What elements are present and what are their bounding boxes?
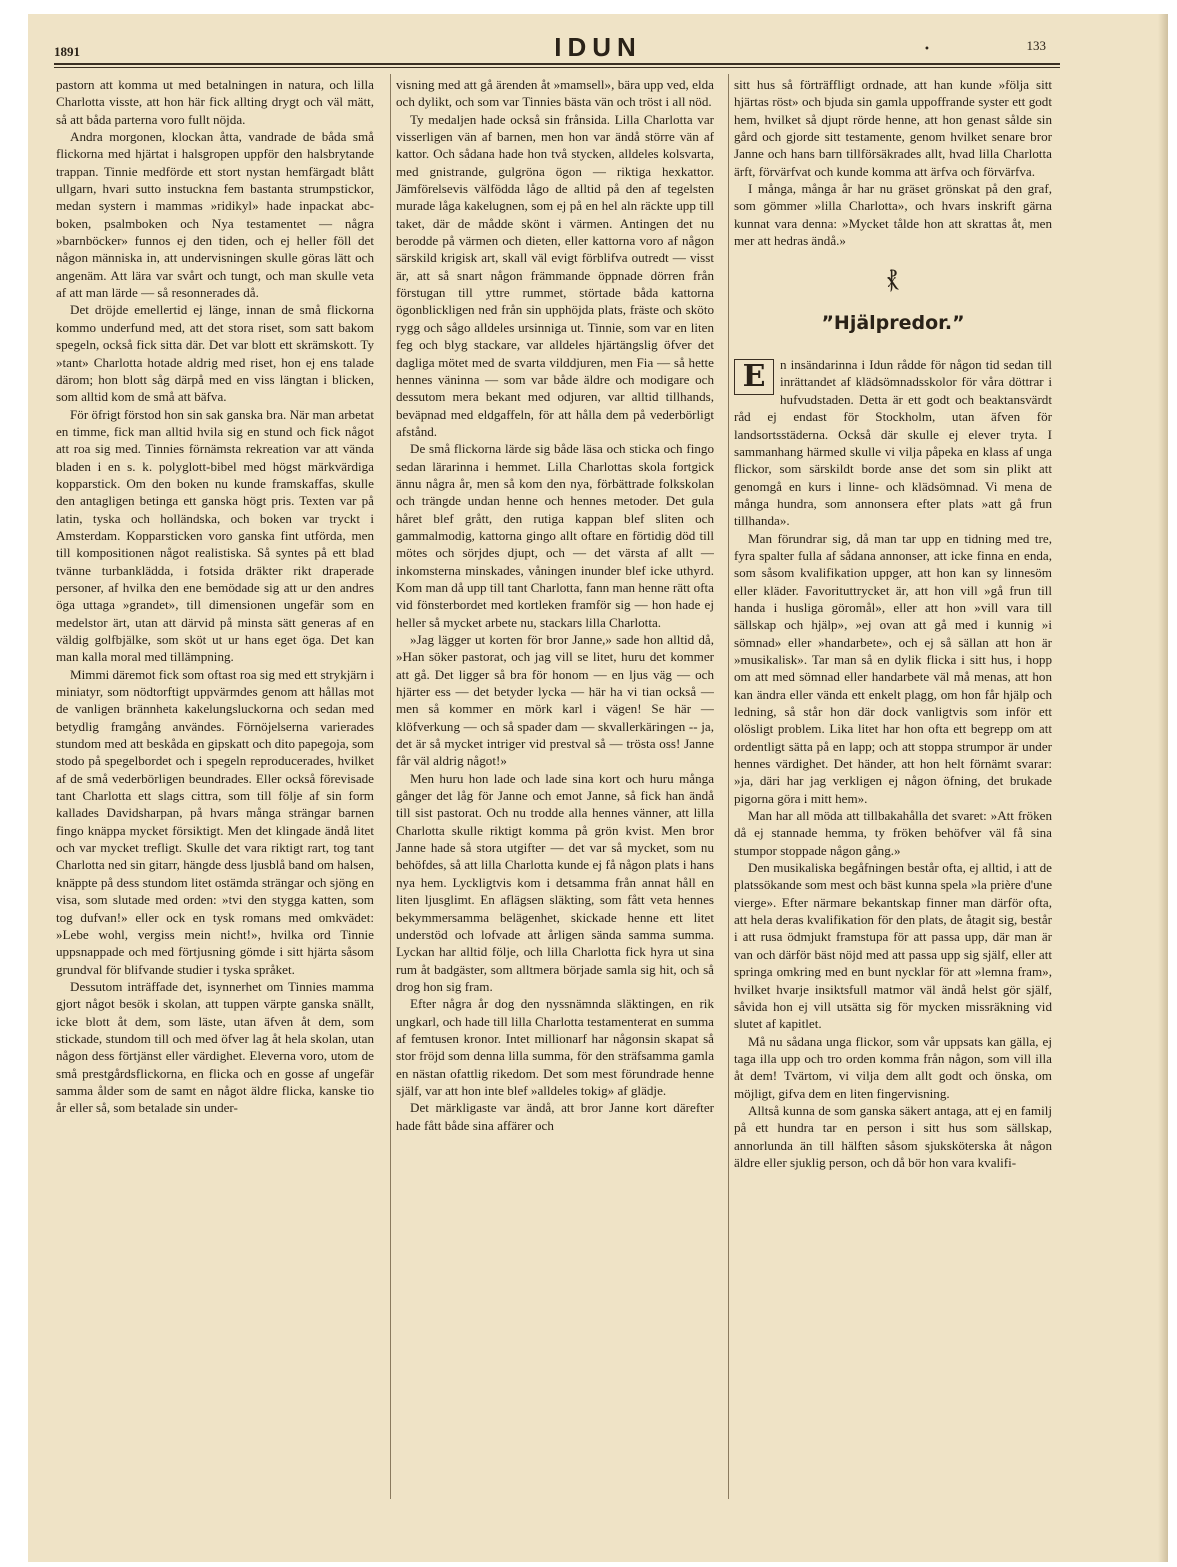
header-rule-thin bbox=[54, 67, 1060, 68]
drop-cap: E bbox=[734, 359, 774, 395]
paragraph: sitt hus så förträffligt ordnade, att han kunde »följa sitt hjärtas röst» och bjuda sin gamla uppoffrande syster ett godt hem, hvilket så djupt rörde henne, att hon genast sålde sin gård och gjorde sitt testamente, genom hvilket senare bror Janne och hans barn tillförsäkrades allt, hvad lilla Charlotta ärft, förvärfvat och kunde komma att ärfva och förvärfva. bbox=[734, 77, 1052, 179]
paragraph: Den musikaliska begåfningen består ofta, ej alltid, i att de platssökande som mest och bäst kunna spela »la prière d'une vierge». Efter närmare bekantskap finner man därför ofta, att hela deras kvalifikation för den plats, de åtagit sig, består i att rusa ödmjukt framstupa för att passa upp, där man är van och därför bäst nöjd med att passa upp sig själf, eller att springa omkring med en bunt nycklar för att »lemna fram», hvilket hvarje insiktsfull matmor väl ändå helst gör själf, såvida hon ej vill utsätta sig för mycken missräkning vid slutet af kapitlet. bbox=[734, 860, 1052, 1032]
newspaper-page bbox=[28, 14, 1168, 1562]
paragraph: Må nu sådana unga flickor, som vår uppsats kan gälla, ej taga illa upp och tro orden komma från någon, som vill illa åt dem! Tvärtom, vi vilja dem allt godt och önska, om möjligt, gifva dem en liten fingervisning. bbox=[734, 1033, 1052, 1101]
column-divider bbox=[390, 74, 391, 1499]
paragraph: »Jag lägger ut korten för bror Janne,» sade hon alltid då, »Han söker pastorat, och jag vill se litet, huru det kommer att gå. Det ligger så bra för honom — en ljus väg — och hjärter ess — det betyder lycka — här ha vi tian också — men så kommer en mörk karl i vägen! Se här — klöfverkung — och så spader dam — skvallerkäringen -- ja, det är så mycket intriger vid prestval så — trösta oss! Janne får väl aldrig något!» bbox=[396, 632, 714, 769]
paragraph: visning med att gå ärenden åt »mamsell», bära upp ved, elda och dylikt, och som var Tinnies bästa vän och tröst i all nöd. bbox=[396, 77, 714, 110]
paragraph: Det märkligaste var ändå, att bror Janne kort därefter hade fått både sina affärer och bbox=[396, 1100, 714, 1133]
header-year: 1891 bbox=[54, 44, 80, 59]
paragraph bbox=[734, 356, 1052, 529]
column-divider bbox=[728, 74, 729, 1499]
paragraph: Mimmi däremot fick som oftast roa sig med ett strykjärn i miniatyr, som nödtorftigt uppvärmdes genom att hållas mot de vanligen brännheta kakelungsluckorna och sedan med betydlig framgång användes. Förnöjelserna varierades stundom med att beskåda en gipskatt och dito papegoja, som stodo på spegelbordet och i spegeln reproducerades, hvilket af de små vederbörligen beundrades. Eller också förevisade tant Charlotta ett slags cittra, som till följe af sin form kallades Davidsharpan, på hvars många strängar barnen fingo knäppa mycket försiktigt. Men det klingade ändå litet och var mycket trefligt. Skulle det vara riktigt rart, tog tant Charlotta ned sin gitarr, hängde dess ljusblå band om halsen, knäppte på dess stundom litet ostämda strängar och sjöng en visa, som slutade med orden: »tvi den stygga katten, som tog dufvan!» eller ock en tysk romans med omkvädet: »Lebe wohl, vergiss mein nicht!», hvilka ord Tinnie uppsnappade och med förtjusning gömde i sitt hjärta såsom grundval för blifvande studier i tyska språket. bbox=[56, 666, 374, 977]
header-bullet: • bbox=[924, 44, 930, 55]
paragraph-text: n insändarinna i Idun rådde för någon tid sedan till inrättandet af klädsömnadsskolor för våra döttrar i hufvudstaden. Detta är ett godt och beaktansvärdt råd ej endast för Stockholm, utan äfven för landsortsstäderna. Också där skulle ej elever tryta. I sammanhang härmed skulle vi vilja påpeka en klass af unga flickor, som särskildt borde anse det som sin plikt att genomgå en kurs i linne- och klädsömnad. Vi mena de många hundra, som annonsera efter plats »att gå frun tillhanda». bbox=[734, 357, 1052, 529]
paragraph: I många, många år har nu gräset grönskat på den graf, som gömmer »lilla Charlotta», och hvars inskrift gärna kunnat vara denna: »Mycket tålde hon att skrattas åt, men mer att hedras ändå.» bbox=[734, 181, 1052, 249]
paragraph: De små flickorna lärde sig både läsa och sticka och fingo sedan lärarinna i hemmet. Lilla Charlottas skola fortgick ännu några år, men så kom den nya, förbättrade folkskolan och trängde undan henne och hennes metoder. Det gula håret blef grått, den rutiga kappan blef sliten och gammalmodig, kattorna gingo allt oftare en förtidig död till mötes och sörjdes djupt, och — det värsta af allt — inkomsterna minskades, våningen inunder blef icke uthyrd. Kom man då upp till tant Charlotta, fann man henne rätt ofta vid fönsterbordet med kortleken framför sig — hon hade ej heller så mycket arbete nu, stackars lilla Charlotta. bbox=[396, 441, 714, 630]
paragraph: Ty medaljen hade också sin frånsida. Lilla Charlotta var visserligen vän af barnen, men hon var ändå större vän af kattor. Och sådana hade hon två stycken, alldeles kolsvarta, med gnistrande, gulgröna ögon — riktiga hexkattor. Jämförelsevis välfödda lågo de alltid på den af tegelsten murade låga kakelugnen, som ej på en hel aln räckte upp till taket, där de mådde skönt i värmen. Antingen det nu berodde på värmen och dieten, eller kattorna voro af någon särskild krigisk art, skall väl evigt förblifva outredt — visst är, att så snart någon främmande öppnade dörren från förstugan till yttre rummet, störtade båda kattorna ögonblickligen ned från sin upphöjda plats, fräste och sköto rygg och sågo alldeles ursinniga ut. Tinnie, som var en liten feg och blyg stackare, var alldeles hjärtängslig öfver det dagliga mötet med de svarta vilddjuren, men Fia — så hette hennes väninna — som var både äldre och modigare och dessutom mera bekant med odjuren, var alltid tillhands, beväpnad med eldgaffeln, för att hålla dem på vederbörligt afstånd. bbox=[396, 111, 714, 439]
paragraph: Efter några år dog den nyssnämnda släktingen, en rik ungkarl, och hade till lilla Charlotta testamenterat en summa af femtusen kronor. Intet millionarf har någonsin skapat så stor fröjd som denna lilla summa, för den sträfsamma gamla en nästan ofattlig rikedom. Det som mest förundrade henne själf, var att hon inte blef »alldeles tokig» af glädje. bbox=[396, 996, 714, 1098]
paragraph: Andra morgonen, klockan åtta, vandrade de båda små flickorna med hjärtat i halsgropen uppför den halsbrytande trappan. Tinnie medförde ett stort nystan hemfärgadt blått ullgarn, hvari sutto instuckna fem bastanta strumpstickor, medan systern i mammas »ridikyl» hade inpackat abc-boken, psalmboken och Nya testamentet — några »barnböcker» funnos ej den tiden, och ej heller föll det någon människa in, att undervisningen skulle göras lätt och angenäm. Att lära var svårt och tungt, och man skulle veta af att man lärde — så resonnerades då. bbox=[56, 129, 374, 301]
page-edge bbox=[1158, 14, 1168, 1562]
paragraph: Alltså kunna de som ganska säkert antaga, att ej en familj på ett hundra tar en person i sitt hus som sällskap, annorlunda än till hälften såsom sjuksköterska åt någon äldre eller sjuklig person, och då bör hon vara kvalifi- bbox=[734, 1102, 1052, 1170]
column-3 bbox=[734, 76, 1052, 1501]
ornament-divider: ⳩ bbox=[886, 267, 900, 293]
masthead-title: IDUN bbox=[554, 32, 642, 62]
paragraph: Man förundrar sig, då man tar upp en tidning med tre, fyra spalter fulla af sådana annonser, att icke finna en enda, som såsom kvalifikation uppger, att hon kan sy linnesöm eller kläder. Favorituttrycket är, att hon vill »gå frun till handa i husliga göromål», eller att hon »vill vara till sällskap och hjälp», »ej ovan att gå med i kunnig »i sömnad» eller »handarbete», och ej så sällan att hon är »musikalisk». Tar man så en dylik flicka i sitt hus, i hopp om att med sömnad eller handarbete väl må menas, att hon kan ändra eller vända ett enkelt plagg, om hon får hjälp och ledning, så står hon där dock vanligtvis som inför ett olösligt problem. Lika litet har hon ofta ett begrepp om att ordentligt sätta på en lapp; och att stoppa strumpor är under hennes värdighet. Det händer, att hon helt förnämt svarar: »ja, däri har jag verkligen ej någon öfning, det brukade pigorna göra i mitt hem». bbox=[734, 530, 1052, 806]
column-2 bbox=[396, 76, 714, 1501]
header-rule-thick bbox=[54, 63, 1060, 65]
paragraph: Man har all möda att tillbakahålla det svaret: »Att fröken då ej stannade hemma, ty fröken behöfver väl få sina stumpor stoppade någon gång.» bbox=[734, 808, 1052, 858]
page-number: 133 bbox=[1026, 38, 1046, 53]
paragraph: Det dröjde emellertid ej länge, innan de små flickorna kommo underfund med, att det stora riset, som satt bakom spegeln, också fick sitta där. Det var blott ett skrämskott. Ty »tant» Charlotta hotade aldrig med riset, hon ej ens talade därom; hon blott såg därpå med en viss längtan i blicken, som alltid kom de små att bäfva. bbox=[56, 302, 374, 405]
article-title: ”Hjälpredor.” bbox=[821, 311, 965, 334]
column-1 bbox=[56, 76, 374, 1501]
paragraph: Dessutom inträffade det, isynnerhet om Tinnies mamma gjort något besök i skolan, att tuppen värpte ganska snällt, icke blott åt dem, som läste, utan äfven åt dem, som stickade, stundom till och med öfver lag åt hela skolan, utan någon dess förtjänst eller värdighet. Eleverna voro, utom de små prestgårdsflickorna, en flicka och en gosse af ungefär samma ålder som de samt en något äldre flicka, kanske tio år eller så, som betalade sin under- bbox=[56, 978, 374, 1116]
paragraph: För öfrigt förstod hon sin sak ganska bra. När man arbetat en timme, fick man alltid hvila sig en stund och fick något att roa sig med. Tinnies förnämsta rekreation var att vända bladen i en s. k. polyglott-bibel med högst märkvärdiga kopparstick. Om den boken nu kunde framskaffas, skulle den antagligen betinga ett ganska högt pris. Texten var på latin, tyska och holländska, och boken var tryckt i Amsterdam. Kopparsticken voro ganska fint utförda, men till kompositionen något realistiska. Så syntes på ett blad tvänne turbanklädda, i fotsida dräkter rikt draperade personer, af hvilka den ene bemödade sig att ur den andres öga uttaga »grandet», till dimensionen ungefär som en medelstor ärt, utan att därvid på minsta sätt generas af en väldig golfbjälke, som sköt ut ur hans eget öga. Det kan man kalla moral med tillämpning. bbox=[56, 406, 374, 665]
page-header bbox=[28, 14, 1168, 74]
paragraph: pastorn att komma ut med betalningen in natura, och lilla Charlotta visste, att hon här fick allting drygt och väl mätt, så att båda parterna voro fullt nöjda. bbox=[56, 77, 374, 127]
paragraph: Men huru hon lade och lade sina kort och huru många gånger det låg för Janne och emot Janne, så fick han ändå till sist pastorat. Och nu trodde alla hennes vänner, att lilla Charlotta skulle riktigt komma på grön kvist. Men bror Janne hade så stora utgifter — det var så mycket, som nu behöfdes, så att lilla Charlotta kunde ej få någon plats i hans nya hem. Lyckligtvis kom i detsamma från annat håll en liten ljusglimt. En aflägsen släkting, som fått veta hennes bekymmersamma belägenhet, skickade henne ett litet understöd och lofvade att årligen sända samma summa. Lyckan har alltid följe, och lilla Charlotta fick hyra ut sina rum åt badgäster, som alltmera började samla sig hit, och så drog hon sig fram. bbox=[396, 770, 714, 994]
